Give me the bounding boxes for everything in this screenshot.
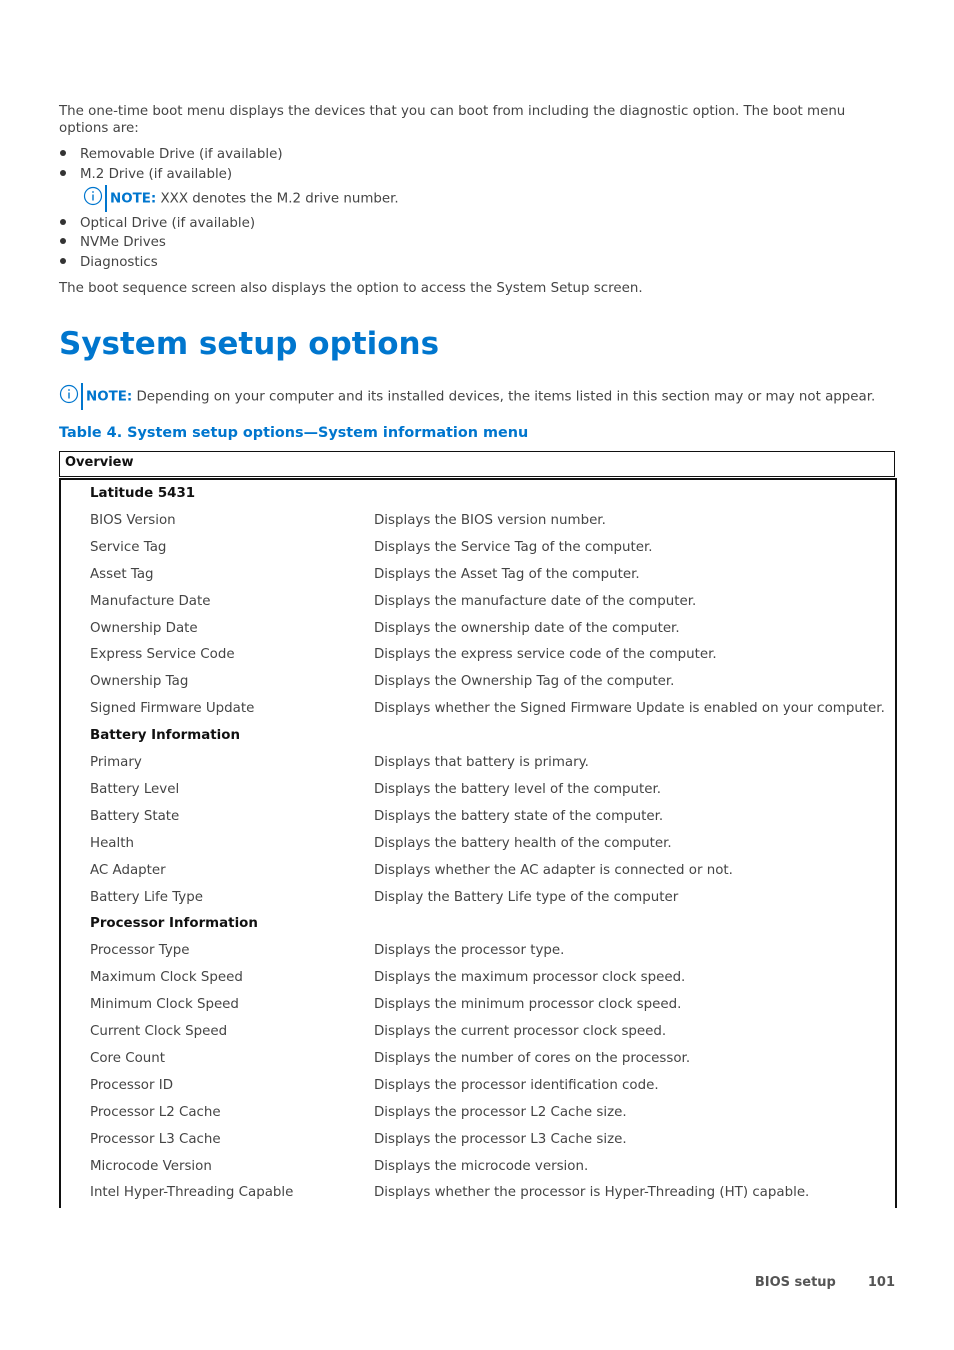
table-row	[90, 507, 890, 534]
table-row	[90, 857, 890, 884]
bullet-icon	[60, 150, 66, 156]
setting-name: Signed Firmware Update	[90, 701, 255, 717]
setting-description: Displays the number of cores on the processor.	[374, 1050, 691, 1066]
info-icon	[59, 384, 79, 410]
setting-name: Ownership Date	[90, 620, 198, 636]
setting-description: Displays the battery level of the computer.	[374, 781, 662, 797]
table-section-row	[90, 480, 890, 507]
table-row	[90, 561, 890, 588]
note-label: NOTE:	[86, 389, 133, 405]
setting-description: Displays the BIOS version number.	[374, 512, 606, 528]
setting-description: Displays the maximum processor clock speed.	[374, 970, 686, 986]
setting-name: Health	[90, 835, 134, 851]
setting-description: Displays the processor L3 Cache size.	[374, 1131, 627, 1147]
table-row	[90, 964, 890, 991]
list-item: Removable Drive (if available)	[59, 146, 283, 163]
system-info-table	[59, 478, 897, 1208]
setting-description: Displays the ownership date of the computer.	[374, 620, 680, 636]
setting-description: Displays that battery is primary.	[374, 755, 589, 770]
table-row	[90, 830, 890, 857]
table-row	[90, 1045, 890, 1072]
setting-name: Asset Tag	[90, 566, 154, 582]
setting-name: Intel Hyper-Threading Capable	[90, 1185, 294, 1201]
table-row	[90, 884, 890, 911]
intro-paragraph: The one-time boot menu displays the devices that you can boot from including the diagnostic option. The boot menu options are:	[59, 104, 846, 136]
setting-name: Processor Type	[90, 943, 190, 959]
table-section-row	[90, 910, 890, 937]
table-row	[90, 803, 890, 830]
setting-description: Displays the battery health of the computer.	[374, 835, 672, 851]
table-row	[90, 776, 890, 803]
setting-description: Displays the Ownership Tag of the computer.	[374, 674, 675, 690]
table-row	[90, 749, 890, 776]
setting-description: Displays the manufacture date of the computer.	[374, 593, 697, 609]
setting-name: AC Adapter	[90, 862, 166, 878]
setting-description: Display the Battery Life type of the computer	[374, 889, 679, 905]
table-row	[90, 991, 890, 1018]
section-title: Processor Information	[90, 916, 258, 932]
list-item: NVMe Drives	[59, 234, 166, 251]
setting-name: Battery Life Type	[90, 889, 203, 905]
table-row	[90, 1179, 890, 1206]
table-section-row	[90, 722, 890, 749]
setting-name: Manufacture Date	[90, 593, 211, 609]
table-row	[90, 695, 890, 722]
setting-name: Maximum Clock Speed	[90, 970, 243, 986]
note-divider	[81, 383, 83, 410]
table-caption: Table 4. System setup options—System information menu	[59, 425, 529, 441]
setting-name: Primary	[90, 755, 142, 770]
table-row	[90, 615, 890, 642]
footer-section: BIOS setup	[754, 1275, 836, 1290]
table-row	[90, 1072, 890, 1099]
table-header	[59, 451, 895, 477]
bullet-icon	[60, 258, 66, 264]
setting-description: Displays the battery state of the computer.	[374, 808, 664, 824]
page-number: 101	[867, 1275, 895, 1290]
setting-name: Battery Level	[90, 781, 180, 797]
setting-name: Processor ID	[90, 1077, 174, 1093]
setting-name: Current Clock Speed	[90, 1024, 228, 1039]
setting-name: Core Count	[90, 1050, 166, 1066]
setting-name: Microcode Version	[90, 1158, 212, 1174]
bullet-icon	[60, 238, 66, 244]
section-title: Battery Information	[90, 728, 240, 744]
setting-name: Express Service Code	[90, 647, 235, 663]
table-row	[90, 937, 890, 964]
page-footer	[755, 1275, 895, 1290]
setting-name: Ownership Tag	[90, 674, 189, 690]
table-row	[90, 1018, 890, 1045]
setting-description: Displays the processor L2 Cache size.	[374, 1104, 627, 1120]
note-text: Depending on your computer and its installed devices, the items listed in this section may or may not appear.	[136, 389, 876, 405]
bullet-icon	[60, 170, 66, 176]
note-label: NOTE:	[110, 191, 157, 207]
setting-description: Displays the minimum processor clock speed.	[374, 997, 682, 1013]
setting-description: Displays the Service Tag of the computer.	[374, 539, 653, 555]
list-item: Optical Drive (if available)	[59, 215, 255, 232]
setting-name: Processor L2 Cache	[90, 1104, 221, 1120]
table-row	[90, 534, 890, 561]
setting-description: Displays the express service code of the computer.	[374, 647, 717, 663]
table-row	[90, 1099, 890, 1126]
table-row	[90, 668, 890, 695]
setting-name: BIOS Version	[90, 512, 176, 528]
note-system-setup	[59, 383, 875, 410]
setting-description: Displays the processor type.	[374, 943, 565, 959]
setting-name: Processor L3 Cache	[90, 1131, 221, 1147]
setting-description: Displays whether the Signed Firmware Update is enabled on your computer.	[374, 701, 885, 717]
note-text: XXX denotes the M.2 drive number.	[160, 191, 399, 207]
bullet-icon	[60, 219, 66, 225]
setting-description: Displays whether the AC adapter is connected or not.	[374, 862, 733, 878]
table-row	[90, 1153, 890, 1180]
setting-description: Displays the microcode version.	[374, 1158, 589, 1174]
note-divider	[105, 185, 107, 212]
page-title: System setup options	[59, 326, 440, 362]
section-title: Latitude 5431	[90, 486, 196, 501]
list-item: Diagnostics	[59, 254, 158, 271]
setting-description: Displays whether the processor is Hyper-Threading (HT) capable.	[374, 1185, 810, 1201]
setting-description: Displays the Asset Tag of the computer.	[374, 566, 640, 582]
table-row	[90, 1126, 890, 1153]
table-row	[90, 588, 890, 615]
boot-sequence-paragraph: The boot sequence screen also displays the option to access the System Setup screen.	[59, 281, 643, 296]
list-item: M.2 Drive (if available)	[59, 166, 232, 183]
info-icon	[83, 186, 103, 212]
setting-name: Minimum Clock Speed	[90, 997, 239, 1013]
setting-description: Displays the processor identification code.	[374, 1077, 659, 1093]
setting-description: Displays the current processor clock speed.	[374, 1024, 667, 1039]
table-row	[90, 641, 890, 668]
setting-name: Battery State	[90, 808, 180, 824]
setting-name: Service Tag	[90, 539, 167, 555]
note-m2	[83, 185, 399, 212]
table-header-label: Overview	[65, 455, 134, 470]
